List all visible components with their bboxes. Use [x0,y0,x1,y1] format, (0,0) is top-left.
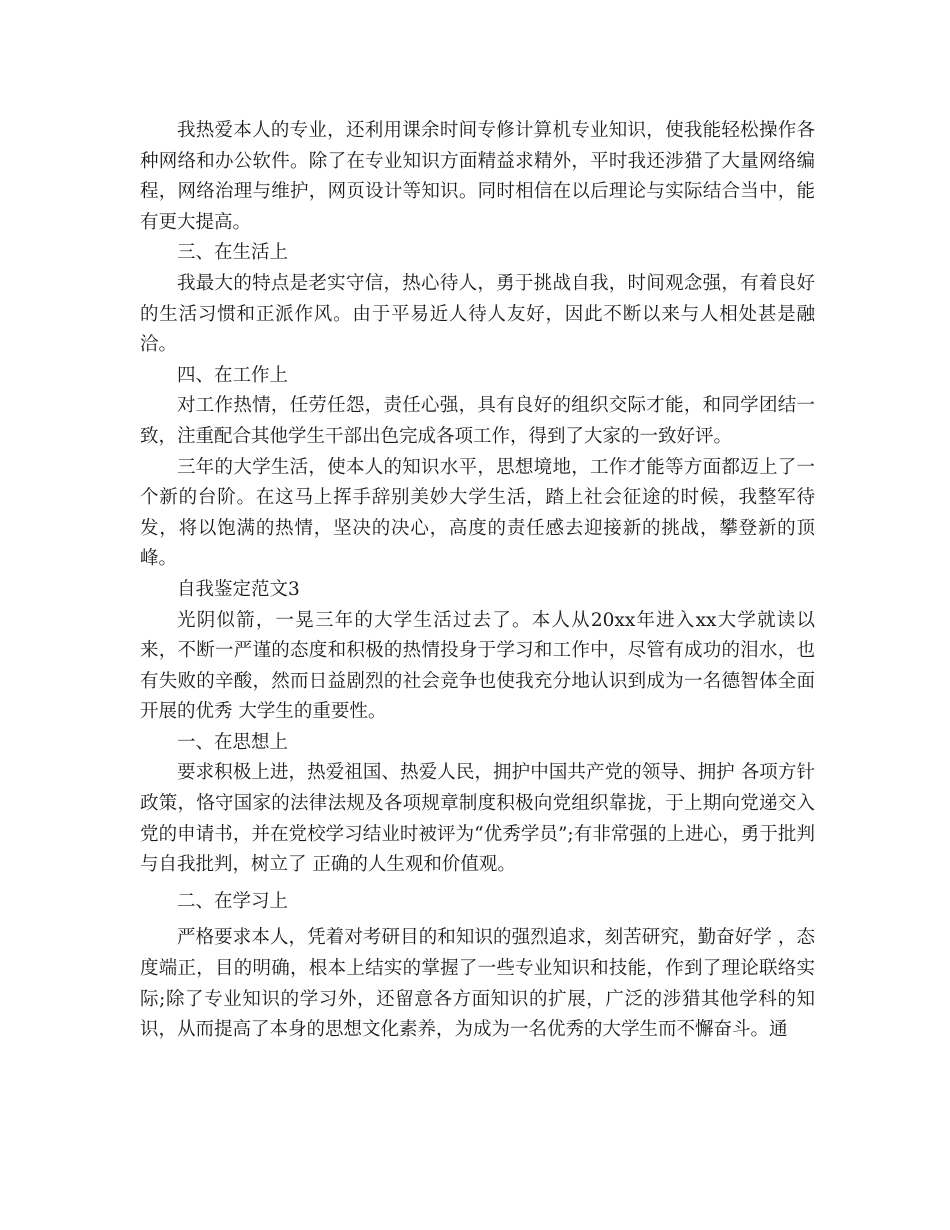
paragraph-life: 我最大的特点是老实守信，热心待人，勇于挑战自我，时间观念强，有着良好的生活习惯和正派作风。由于平易近人待人友好，因此不断以来与人相处甚是融洽。 [140,272,815,356]
document-body [140,116,815,1046]
paragraph-intro: 光阴似箭，一晃三年的大学生活过去了。本人从20xx年进入xx大学就读以来，不断一严谨的态度和积极的热情投身于学习和工作中，尽管有成功的泪水，也有失败的辛酸，然而日益剧烈的社会竞争也使我充分地认识到成为一名德智体全面开展的优秀 大学生的重要性。 [140,609,815,723]
sample-title-3: 自我鉴定范文3 [177,578,300,600]
section-heading-thought: 一、在思想上 [177,731,289,753]
paragraph-summary: 三年的大学生活，使本人的知识水平，思想境地，工作才能等方面都迈上了一个新的台阶。在这马上挥手辞别美妙大学生活，踏上社会征途的时候，我整军待发，将以饱满的热情，坚决的决心，高度的责任感去迎接新的挑战，攀登新的顶峰。 [140,456,815,570]
section-heading-study: 二、在学习上 [177,890,289,912]
paragraph-professional-skills: 我热爱本人的专业，还利用课余时间专修计算机专业知识，使我能轻松操作各种网络和办公软件。除了在专业知识方面精益求精外，平时我还涉猎了大量网络编程，网络治理与维护，网页设计等知识。同时相信在以后理论与实际结合当中，能有更大提高。 [140,120,815,233]
paragraph-thought: 要求积极上进，热爱祖国、热爱人民，拥护中国共产党的领导、拥护 各项方针政策，恪守国家的法律法规及各项规章制度积极向党组织靠拢，于上期向党递交入党的申请书，并在党校学习结业时被评为“优秀学员”;有非常强的上进心，勇于批判与自我批判，树立了 正确的人生观和价值观。 [140,762,815,876]
section-heading-life: 三、在生活上 [177,242,289,264]
paragraph-work: 对工作热情，任劳任怨，责任心强，具有良好的组织交际才能，和同学团结一致，注重配合其他学生干部出色完成各项工作，得到了大家的一致好评。 [140,395,815,447]
paragraph-study: 严格要求本人，凭着对考研目的和知识的强烈追求，刻苦研究，勤奋好学 ，态度端正，目的明确，根本上结实的掌握了一些专业知识和技能，作到了理论联络实际;除了专业知识的学习外，还留意各方面知识的扩展，广泛的涉猎其他学科的知识，从而提高了本身的思想文化素养，为成为一名优秀的大学生而不懈奋斗。通 [140,927,815,1041]
section-heading-work: 四、在工作上 [177,364,289,386]
